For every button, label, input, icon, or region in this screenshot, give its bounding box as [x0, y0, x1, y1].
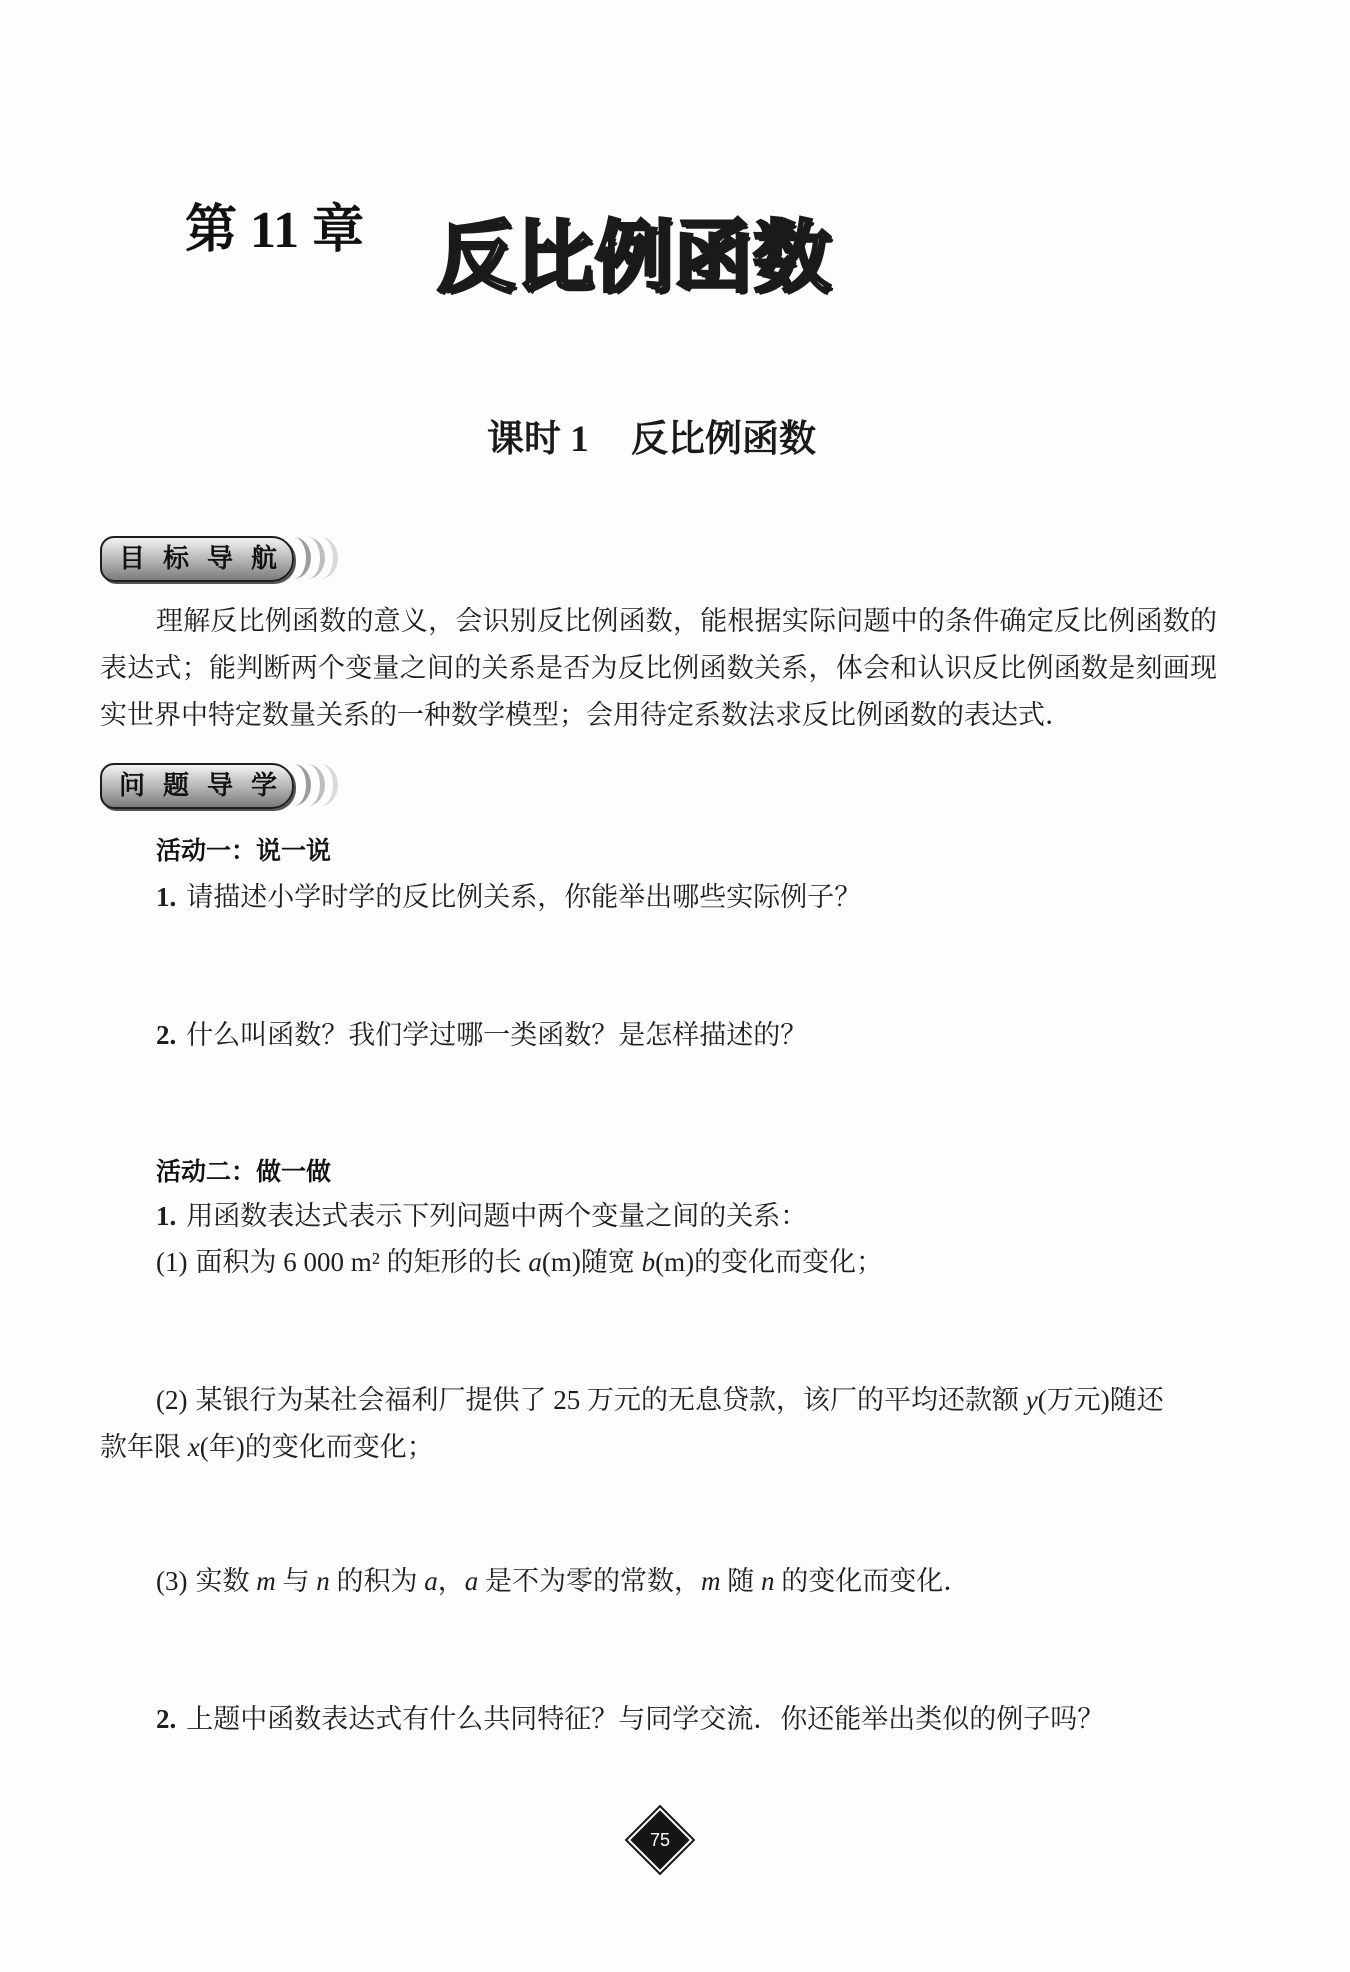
chapter-title: 反比例函数 — [437, 213, 833, 303]
question-text: 什么叫函数？我们学过哪一类函数？是怎样描述的？ — [186, 1020, 808, 1050]
text-segment: 某银行为某社会福利厂提供了 25 万元的无息贷款，该厂的平均还款额 — [195, 1385, 1026, 1415]
question-item — [156, 874, 861, 921]
page-number: 75 — [649, 1830, 671, 1850]
text-segment: 与 — [275, 1566, 317, 1596]
math-variable: y — [1025, 1385, 1038, 1415]
question-text: 上题中函数表达式有什么共同特征？与同学交流．你还能举出类似的例子吗？ — [186, 1704, 1105, 1734]
sub-question — [156, 1377, 1164, 1424]
sub-question-label: (3) — [156, 1566, 188, 1596]
paragraph-line: 理解反比例函数的意义，会识别反比例函数，能根据实际问题中的条件确定反比例函数的 — [156, 606, 1217, 636]
math-variable: a — [424, 1566, 438, 1596]
badge-label: 目标导航 — [119, 544, 296, 574]
question-number: 1. — [156, 1201, 177, 1231]
question-item — [156, 1193, 807, 1240]
math-variable: n — [760, 1566, 775, 1596]
section-badge-guide — [100, 763, 322, 809]
question-number: 2. — [156, 1020, 177, 1050]
text-segment: 的积为 — [329, 1566, 425, 1596]
math-variable: n — [316, 1566, 330, 1596]
activity-heading: 活动一：说一说 — [156, 836, 332, 865]
question-text: 请描述小学时学的反比例关系，你能举出哪些实际例子？ — [186, 882, 862, 912]
text-segment: 款年限 — [100, 1432, 188, 1462]
math-variable: x — [187, 1432, 200, 1462]
text-segment: 的变化而变化． — [774, 1566, 971, 1596]
sub-question — [156, 1239, 883, 1286]
text-segment: 面积为 6 000 m² 的矩形的长 — [195, 1247, 529, 1277]
text-segment: 随 — [720, 1566, 761, 1596]
math-variable: b — [641, 1247, 656, 1277]
badge-label: 问题导学 — [119, 771, 296, 801]
paragraph-line: 实世界中特定数量关系的一种数学模型；会用待定系数法求反比例函数的表达式． — [100, 700, 1072, 730]
sub-question-label: (2) — [156, 1385, 188, 1415]
sub-question — [156, 1558, 970, 1605]
text-segment: (万元)随还 — [1037, 1385, 1164, 1415]
text-segment: (m)的变化而变化； — [655, 1247, 884, 1277]
question-text: 用函数表达式表示下列问题中两个变量之间的关系： — [186, 1201, 808, 1231]
question-item — [156, 1696, 1104, 1743]
sub-question-continuation — [100, 1424, 434, 1471]
math-variable: a — [528, 1247, 542, 1277]
section-badge-goals — [100, 536, 322, 582]
sub-question-label: (1) — [156, 1247, 188, 1277]
text-segment: (m)随宽 — [541, 1247, 642, 1277]
question-item — [156, 1012, 807, 1059]
math-variable: a — [464, 1566, 479, 1596]
chapter-label: 第 11 章 — [185, 202, 365, 259]
question-number: 1. — [156, 882, 177, 912]
math-variable: m — [700, 1566, 721, 1596]
badge-pill — [100, 763, 294, 809]
lesson-title: 反比例函数 — [631, 419, 816, 460]
text-segment: ， — [437, 1566, 465, 1596]
paragraph-line: 表达式；能判断两个变量之间的关系是否为反比例函数关系，体会和认识反比例函数是刻画现 — [100, 653, 1217, 683]
math-variable: m — [256, 1566, 276, 1596]
badge-pill — [100, 536, 294, 582]
question-number: 2. — [156, 1704, 177, 1734]
lesson-number: 课时 1 — [487, 419, 589, 460]
text-segment: 实数 — [195, 1566, 257, 1596]
text-segment: (年)的变化而变化； — [199, 1432, 434, 1462]
activity-heading: 活动二：做一做 — [156, 1157, 332, 1186]
text-segment: 是不为零的常数， — [478, 1566, 701, 1596]
